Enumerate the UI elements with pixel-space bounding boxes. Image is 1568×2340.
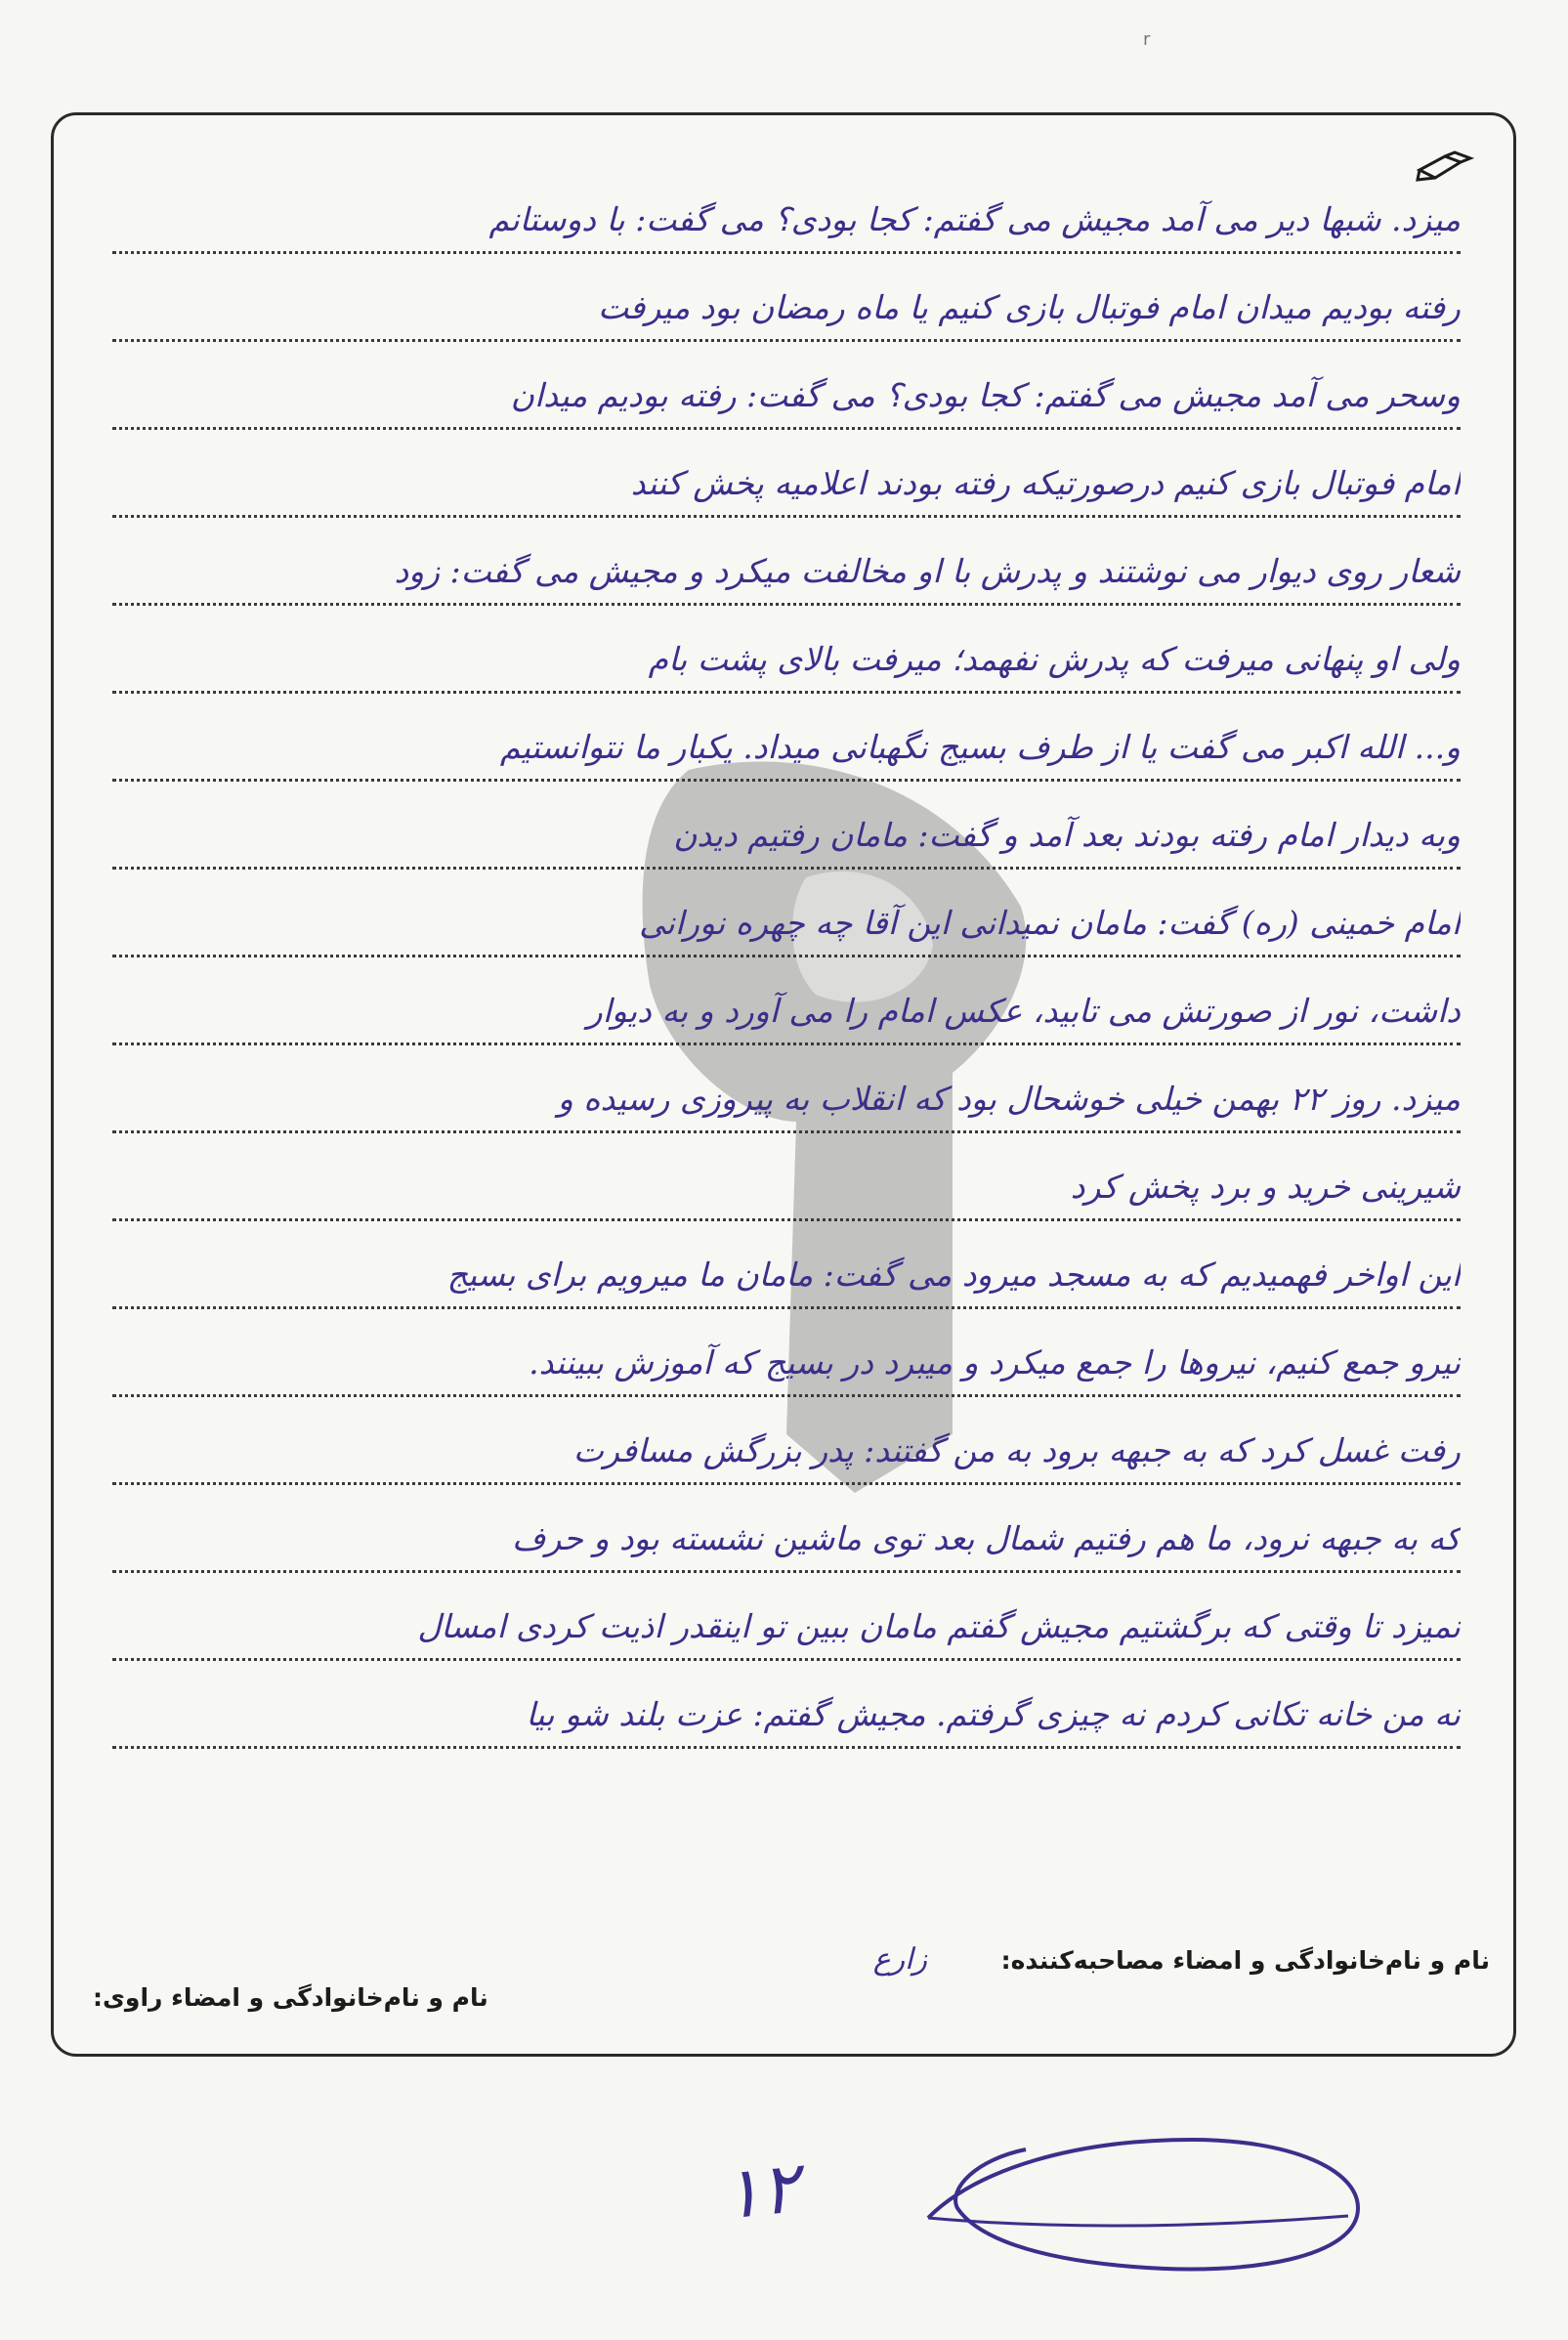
- text-line-content: و... الله اکبر می گفت یا از طرف بسیج نگهبانی میداد. یکبار ما نتوانستیم: [499, 728, 1461, 766]
- text-line: [112, 782, 1461, 870]
- text-line: [112, 1485, 1461, 1573]
- text-line-content: شیرینی خرید و برد پخش کرد: [1070, 1168, 1461, 1206]
- narrator-signature: [918, 2101, 1377, 2296]
- corner-mark: r: [1143, 29, 1151, 50]
- text-line: [112, 606, 1461, 694]
- handwritten-lines: [112, 166, 1461, 1749]
- text-line: [112, 518, 1461, 606]
- narrator-label: نام و نام‌خانوادگی و امضاء راوی:: [93, 1983, 488, 2012]
- text-line-content: داشت، نور از صورتش می تابید، عکس امام را می آورد و به دیوار: [586, 992, 1461, 1030]
- text-line: [112, 1573, 1461, 1661]
- text-line: [112, 1309, 1461, 1397]
- text-line-content: میزد. روز ۲۲ بهمن خیلی خوشحال بود که انقلاب به پیروزی رسیده و: [557, 1080, 1461, 1118]
- text-line: [112, 254, 1461, 342]
- text-line: [112, 342, 1461, 430]
- text-line-content: وبه دیدار امام رفته بودند بعد آمد و گفت: مامان رفتیم دیدن: [673, 816, 1461, 854]
- text-line: [112, 694, 1461, 782]
- text-line: [112, 957, 1461, 1045]
- text-line: [112, 1397, 1461, 1485]
- text-line-content: امام خمینی (ره) گفت: مامان نمیدانی این آقا چه چهره نورانی: [639, 904, 1461, 942]
- signature-footer: [54, 1942, 1513, 2024]
- text-line-content: شعار روی دیوار می نوشتند و پدرش با او مخالفت میکرد و مجیش می گفت: زود: [394, 552, 1461, 590]
- text-line: [112, 1661, 1461, 1749]
- text-line-content: امام فوتبال بازی کنیم درصورتیکه رفته بودند اعلامیه پخش کنند: [630, 464, 1461, 502]
- text-line: [112, 166, 1461, 254]
- text-line-content: نمیزد تا وقتی که برگشتیم مجیش گفتم مامان ببین تو اینقدر اذیت کردی امسال: [417, 1607, 1461, 1645]
- text-line: [112, 430, 1461, 518]
- text-line-content: این اواخر فهمیدیم که به مسجد میرود می گفت: مامان ما میرویم برای بسیج: [446, 1255, 1461, 1294]
- text-line: [112, 1133, 1461, 1221]
- text-line: [112, 1221, 1461, 1309]
- interviewer-signature: زارع: [872, 1942, 927, 1977]
- text-line-content: رفت غسل کرد که به جبهه برود به من گفتند: پدر بزرگش مسافرت: [572, 1431, 1461, 1469]
- text-line-content: میزد. شبها دیر می آمد مجیش می گفتم: کجا بودی؟ می گفت: با دوستانم: [488, 200, 1461, 238]
- text-line-content: رفته بودیم میدان امام فوتبال بازی کنیم یا ماه رمضان بود میرفت: [598, 288, 1461, 326]
- text-line: [112, 870, 1461, 957]
- text-line-content: نیرو جمع کنیم، نیروها را جمع میکرد و میبرد در بسیج که آموزش ببینند.: [529, 1343, 1461, 1382]
- text-line-content: نه من خانه تکانی کردم نه چیزی گرفتم. مجیش گفتم: عزت بلند شو بیا: [526, 1695, 1461, 1733]
- text-line-content: وسحر می آمد مجیش می گفتم: کجا بودی؟ می گفت: رفته بودیم میدان: [510, 376, 1461, 414]
- text-line-content: ولی او پنهانی میرفت که پدرش نفهمد؛ میرفت بالای پشت بام: [648, 640, 1461, 678]
- text-line-content: که به جبهه نرود، ما هم رفتیم شمال بعد توی ماشین نشسته بود و حرف: [512, 1519, 1461, 1557]
- form-sheet: [51, 112, 1516, 2057]
- page-number: ۱۲: [718, 2146, 803, 2235]
- interviewer-label: نام و نام‌خانوادگی و امضاء مصاحبه‌کننده:: [1000, 1946, 1490, 1975]
- text-line: [112, 1045, 1461, 1133]
